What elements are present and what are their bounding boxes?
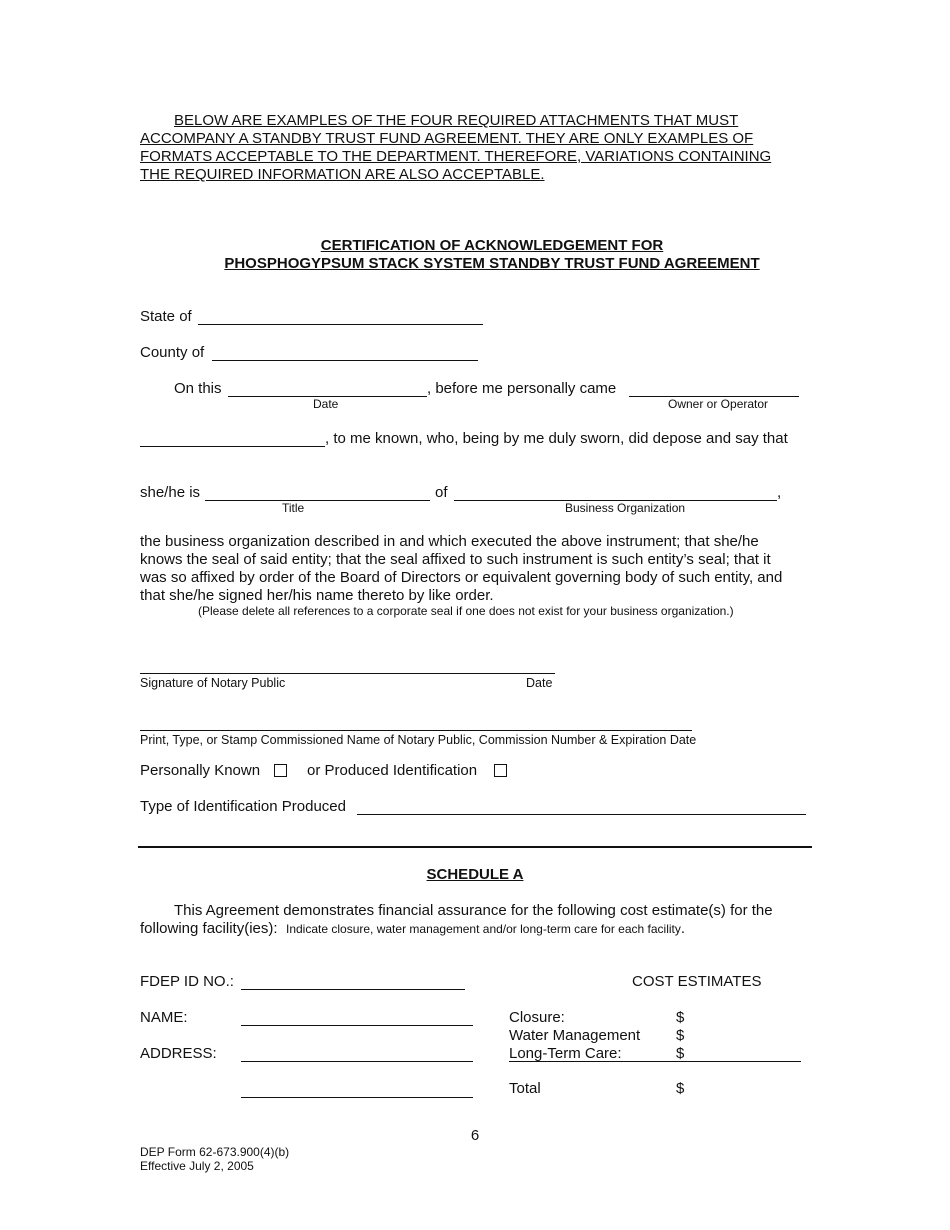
form-id: DEP Form 62-673.900(4)(b) [140, 1145, 290, 1159]
long-term-care-label: Long-Term Care: [509, 1045, 622, 1062]
address-label: ADDRESS: [140, 1045, 217, 1062]
intro-notice [140, 112, 830, 184]
date-caption: Date [313, 397, 339, 411]
signature-caption: Signature of Notary Public [140, 676, 286, 690]
id-type-label: Type of Identification Produced [140, 798, 346, 815]
total-label: Total [509, 1080, 541, 1097]
personally-known-label: Personally Known [140, 762, 261, 779]
intro-line: FORMATS ACCEPTABLE TO THE DEPARTMENT. THEREFORE, VARIATIONS CONTAINING [140, 148, 772, 165]
section-divider [138, 846, 812, 848]
county-field[interactable] [212, 360, 478, 361]
shehe-label: she/he is [140, 484, 201, 501]
long-term-care-dollar: $ [676, 1045, 685, 1062]
name-label: NAME: [140, 1009, 188, 1026]
title-field[interactable] [205, 500, 430, 501]
owner-operator-caption: Owner or Operator [668, 397, 769, 411]
address-field-1[interactable] [241, 1061, 473, 1062]
intro-line: THE REQUIRED INFORMATION ARE ALSO ACCEPTABLE. [140, 166, 545, 183]
fdep-id-label: FDEP ID NO.: [140, 973, 234, 990]
schedule-intro-line1: This Agreement demonstrates financial assurance for the following cost estimate(s) for the [174, 902, 773, 919]
paragraph-line: that she/he signed her/his name thereto by like order. [140, 587, 494, 604]
known-text: , to me known, who, being by me duly sworn, did depose and say that [325, 430, 788, 447]
print-name-caption: Print, Type, or Stamp Commissioned Name of Notary Public, Commission Number & Expiration Date [140, 733, 697, 747]
facility-name-field[interactable] [241, 1025, 473, 1026]
acknowledgement-paragraph [140, 533, 820, 605]
schedule-intro-period: . [680, 920, 686, 937]
water-management-label: Water Management [509, 1027, 641, 1044]
paragraph-line: the business organization described in and which executed the above instrument; that she/he [140, 533, 759, 550]
intro-line: BELOW ARE EXAMPLES OF THE FOUR REQUIRED ATTACHMENTS THAT MUST [174, 112, 739, 129]
seal-note: (Please delete all references to a corporate seal if one does not exist for your business organization.) [198, 604, 734, 618]
person-name-field[interactable] [140, 446, 325, 447]
cost-estimates-header: COST ESTIMATES [632, 973, 762, 990]
schedule-intro-instruction: Indicate closure, water management and/or long-term care for each facility [286, 922, 681, 936]
produced-id-checkbox[interactable] [494, 764, 507, 777]
page-number: 6 [470, 1127, 480, 1144]
of-label: of [435, 484, 448, 501]
closure-label: Closure: [509, 1009, 565, 1026]
notary-signature-field[interactable] [140, 673, 555, 674]
comma: , [777, 484, 782, 501]
personally-known-checkbox[interactable] [274, 764, 287, 777]
schedule-intro-line2 [140, 920, 685, 938]
effective-date: Effective July 2, 2005 [140, 1159, 254, 1173]
certification-title-line2: PHOSPHOGYPSUM STACK SYSTEM STANDBY TRUST FUND AGREEMENT [224, 255, 760, 272]
water-management-dollar: $ [676, 1027, 685, 1044]
state-field[interactable] [198, 324, 483, 325]
on-this-label: On this [174, 380, 222, 397]
state-label: State of [140, 308, 192, 325]
total-dollar: $ [676, 1080, 685, 1097]
address-field-2[interactable] [241, 1097, 473, 1098]
paragraph-line: knows the seal of said entity; that the seal affixed to such instrument is such entity’s seal; that it [140, 551, 771, 568]
county-label: County of [140, 344, 205, 361]
subtotal-underline [509, 1061, 801, 1062]
before-me-label: , before me personally came [427, 380, 617, 397]
notary-name-field[interactable] [140, 730, 692, 731]
produced-id-label: or Produced Identification [307, 762, 478, 779]
signature-date-caption: Date [526, 676, 553, 690]
closure-dollar: $ [676, 1009, 685, 1026]
fdep-id-field[interactable] [241, 989, 465, 990]
business-organization-caption: Business Organization [565, 501, 686, 515]
id-type-field[interactable] [357, 814, 806, 815]
certification-title-line1: CERTIFICATION OF ACKNOWLEDGEMENT FOR [320, 237, 664, 254]
schedule-intro-main: following facility(ies): [140, 920, 278, 937]
schedule-a-title: SCHEDULE A [426, 866, 524, 883]
intro-line: ACCOMPANY A STANDBY TRUST FUND AGREEMENT. THEY ARE ONLY EXAMPLES OF [140, 130, 754, 147]
paragraph-line: was so affixed by order of the Board of Directors or equivalent governing body of such entity, and [140, 569, 783, 586]
title-caption: Title [282, 501, 305, 515]
